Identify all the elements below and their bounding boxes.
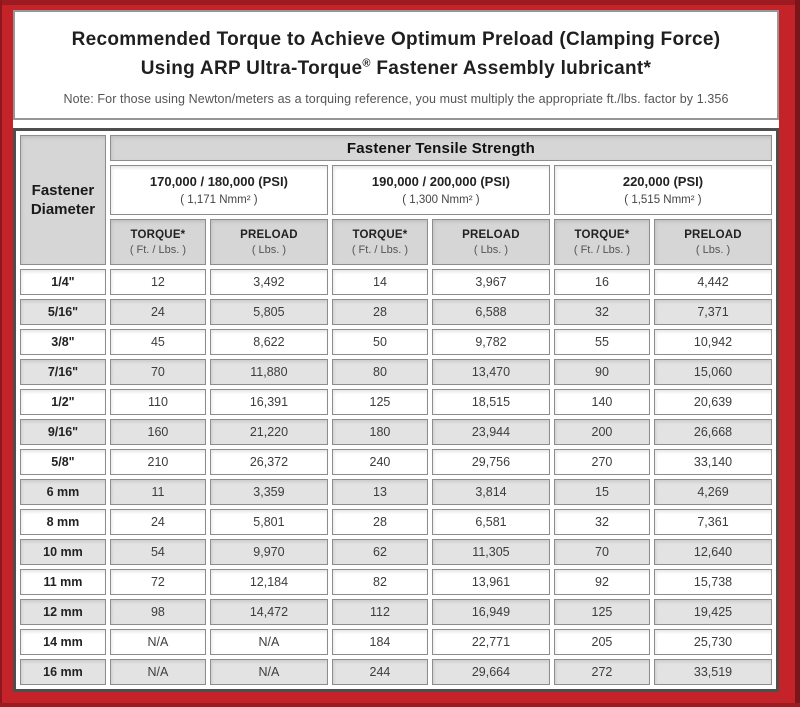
torque-cell: 28 bbox=[332, 299, 428, 325]
preload-cell: 12,184 bbox=[210, 569, 328, 595]
frame-top-edge bbox=[0, 0, 800, 5]
torque-cell: 244 bbox=[332, 659, 428, 685]
torque-cell: 24 bbox=[110, 509, 206, 535]
preload-cell: 3,492 bbox=[210, 269, 328, 295]
preload-cell: 3,967 bbox=[432, 269, 550, 295]
preload-label: PRELOAD bbox=[684, 228, 742, 241]
table-body bbox=[20, 269, 772, 685]
torque-cell: 28 bbox=[332, 509, 428, 535]
preload-label: PRELOAD bbox=[240, 228, 298, 241]
torque-cell: 184 bbox=[332, 629, 428, 655]
preload-column-header-2 bbox=[432, 219, 550, 265]
preload-cell: 18,515 bbox=[432, 389, 550, 415]
diameter-cell: 10 mm bbox=[20, 539, 106, 565]
preload-cell: 21,220 bbox=[210, 419, 328, 445]
preload-unit: ( Lbs. ) bbox=[473, 243, 509, 256]
diameter-cell: 16 mm bbox=[20, 659, 106, 685]
table-row bbox=[20, 509, 772, 535]
table-row bbox=[20, 599, 772, 625]
preload-cell: 6,581 bbox=[432, 509, 550, 535]
title-line2-text-after: Fastener Assembly lubricant* bbox=[370, 57, 652, 79]
table-row bbox=[20, 479, 772, 505]
torque-unit: ( Ft. / Lbs. ) bbox=[129, 243, 187, 256]
frame-right-edge bbox=[795, 0, 800, 707]
diameter-cell: 9/16" bbox=[20, 419, 106, 445]
torque-cell: 54 bbox=[110, 539, 206, 565]
torque-cell: 240 bbox=[332, 449, 428, 475]
nmm-value-3: ( 1,515 Nmm² ) bbox=[624, 194, 702, 206]
preload-cell: 3,814 bbox=[432, 479, 550, 505]
torque-cell: 62 bbox=[332, 539, 428, 565]
registered-trademark-symbol: ® bbox=[362, 57, 371, 70]
torque-cell: 70 bbox=[110, 359, 206, 385]
preload-cell: 11,305 bbox=[432, 539, 550, 565]
torque-cell: 12 bbox=[110, 269, 206, 295]
preload-unit: ( Lbs. ) bbox=[251, 243, 287, 256]
table-row bbox=[20, 269, 772, 295]
diameter-cell: 7/16" bbox=[20, 359, 106, 385]
preload-cell: 6,588 bbox=[432, 299, 550, 325]
preload-cell: 5,801 bbox=[210, 509, 328, 535]
psi-group-header-3 bbox=[554, 165, 772, 215]
torque-cell: 16 bbox=[554, 269, 650, 295]
preload-cell: 15,060 bbox=[654, 359, 772, 385]
diameter-header-line1: Fastener bbox=[31, 181, 95, 199]
page-title-line2 bbox=[23, 55, 769, 84]
preload-cell: 13,961 bbox=[432, 569, 550, 595]
psi-value-2: 190,000 / 200,000 (PSI) bbox=[371, 174, 510, 189]
preload-cell: 14,472 bbox=[210, 599, 328, 625]
preload-cell: 7,371 bbox=[654, 299, 772, 325]
preload-cell: 16,949 bbox=[432, 599, 550, 625]
table-row bbox=[20, 419, 772, 445]
table-row bbox=[20, 389, 772, 415]
diameter-cell: 5/16" bbox=[20, 299, 106, 325]
torque-cell: 80 bbox=[332, 359, 428, 385]
table-row bbox=[20, 359, 772, 385]
torque-label: TORQUE* bbox=[352, 228, 408, 241]
torque-cell: 45 bbox=[110, 329, 206, 355]
preload-cell: 7,361 bbox=[654, 509, 772, 535]
diameter-cell: 1/2" bbox=[20, 389, 106, 415]
tensile-header-row bbox=[20, 135, 772, 161]
psi-group-header-2 bbox=[332, 165, 550, 215]
preload-cell: 8,622 bbox=[210, 329, 328, 355]
preload-column-header-1 bbox=[210, 219, 328, 265]
preload-cell: 19,425 bbox=[654, 599, 772, 625]
diameter-cell: 6 mm bbox=[20, 479, 106, 505]
table-row bbox=[20, 659, 772, 685]
table-row bbox=[20, 329, 772, 355]
preload-cell: 26,372 bbox=[210, 449, 328, 475]
diameter-cell: 8 mm bbox=[20, 509, 106, 535]
torque-unit: ( Ft. / Lbs. ) bbox=[573, 243, 631, 256]
page-title-line1: Recommended Torque to Achieve Optimum Preload (Clamping Force) bbox=[71, 29, 721, 50]
preload-cell: N/A bbox=[210, 659, 328, 685]
preload-cell: 15,738 bbox=[654, 569, 772, 595]
diameter-header-line2: Diameter bbox=[30, 201, 96, 218]
torque-cell: 180 bbox=[332, 419, 428, 445]
preload-unit: ( Lbs. ) bbox=[695, 243, 731, 256]
content-panel bbox=[13, 10, 779, 692]
torque-label: TORQUE* bbox=[130, 228, 186, 241]
preload-cell: 22,771 bbox=[432, 629, 550, 655]
torque-cell: 50 bbox=[332, 329, 428, 355]
nmm-value-1: ( 1,171 Nmm² ) bbox=[180, 194, 258, 206]
preload-cell: 16,391 bbox=[210, 389, 328, 415]
torque-cell: 14 bbox=[332, 269, 428, 295]
torque-label: TORQUE* bbox=[574, 228, 630, 241]
torque-cell: 98 bbox=[110, 599, 206, 625]
torque-cell: N/A bbox=[110, 629, 206, 655]
nmm-value-2: ( 1,300 Nmm² ) bbox=[402, 194, 480, 206]
torque-cell: 160 bbox=[110, 419, 206, 445]
torque-cell: 72 bbox=[110, 569, 206, 595]
title-line2-text: Using ARP Ultra-Torque bbox=[140, 57, 363, 79]
preload-cell: 5,805 bbox=[210, 299, 328, 325]
tensile-strength-header: Fastener Tensile Strength bbox=[110, 135, 772, 161]
torque-cell: 32 bbox=[554, 299, 650, 325]
preload-cell: 23,944 bbox=[432, 419, 550, 445]
torque-cell: 13 bbox=[332, 479, 428, 505]
preload-cell: 9,782 bbox=[432, 329, 550, 355]
diameter-cell: 5/8" bbox=[20, 449, 106, 475]
diameter-cell: 11 mm bbox=[20, 569, 106, 595]
torque-cell: 125 bbox=[554, 599, 650, 625]
preload-label: PRELOAD bbox=[462, 228, 520, 241]
diameter-cell: 12 mm bbox=[20, 599, 106, 625]
table-row bbox=[20, 299, 772, 325]
preload-cell: 3,359 bbox=[210, 479, 328, 505]
diameter-cell: 14 mm bbox=[20, 629, 106, 655]
torque-cell: 200 bbox=[554, 419, 650, 445]
preload-cell: 12,640 bbox=[654, 539, 772, 565]
torque-cell: 15 bbox=[554, 479, 650, 505]
newton-meters-note: Note: For those using Newton/meters as a torquing reference, you must multiply the appropriate ft./lbs. factor by 1.356 bbox=[63, 92, 729, 106]
preload-cell: 29,756 bbox=[432, 449, 550, 475]
psi-group-header-1 bbox=[110, 165, 328, 215]
diameter-cell: 3/8" bbox=[20, 329, 106, 355]
table-row bbox=[20, 569, 772, 595]
table-row bbox=[20, 539, 772, 565]
torque-cell: 272 bbox=[554, 659, 650, 685]
torque-column-header-3 bbox=[554, 219, 650, 265]
torque-cell: 125 bbox=[332, 389, 428, 415]
torque-cell: 90 bbox=[554, 359, 650, 385]
title-box bbox=[13, 10, 779, 120]
preload-cell: 4,442 bbox=[654, 269, 772, 295]
preload-cell: 10,942 bbox=[654, 329, 772, 355]
table-row bbox=[20, 629, 772, 655]
preload-column-header-3 bbox=[654, 219, 772, 265]
preload-cell: 33,519 bbox=[654, 659, 772, 685]
torque-cell: 24 bbox=[110, 299, 206, 325]
psi-header-row bbox=[20, 165, 772, 215]
torque-cell: 70 bbox=[554, 539, 650, 565]
table-row bbox=[20, 449, 772, 475]
preload-cell: 4,269 bbox=[654, 479, 772, 505]
torque-cell: 55 bbox=[554, 329, 650, 355]
preload-cell: 20,639 bbox=[654, 389, 772, 415]
frame-left-edge bbox=[0, 0, 2, 707]
torque-cell: N/A bbox=[110, 659, 206, 685]
preload-cell: 11,880 bbox=[210, 359, 328, 385]
preload-cell: 9,970 bbox=[210, 539, 328, 565]
torque-column-header-2 bbox=[332, 219, 428, 265]
preload-cell: 29,664 bbox=[432, 659, 550, 685]
preload-cell: N/A bbox=[210, 629, 328, 655]
fastener-diameter-header bbox=[20, 135, 106, 265]
torque-cell: 140 bbox=[554, 389, 650, 415]
torque-unit: ( Ft. / Lbs. ) bbox=[351, 243, 409, 256]
preload-cell: 13,470 bbox=[432, 359, 550, 385]
torque-cell: 32 bbox=[554, 509, 650, 535]
torque-cell: 112 bbox=[332, 599, 428, 625]
torque-table bbox=[13, 128, 779, 692]
torque-cell: 270 bbox=[554, 449, 650, 475]
torque-column-header-1 bbox=[110, 219, 206, 265]
torque-cell: 92 bbox=[554, 569, 650, 595]
frame-bottom-edge bbox=[0, 703, 800, 707]
psi-value-1: 170,000 / 180,000 (PSI) bbox=[149, 174, 288, 189]
diameter-cell: 1/4" bbox=[20, 269, 106, 295]
torque-cell: 110 bbox=[110, 389, 206, 415]
preload-cell: 25,730 bbox=[654, 629, 772, 655]
torque-cell: 205 bbox=[554, 629, 650, 655]
torque-cell: 82 bbox=[332, 569, 428, 595]
torque-cell: 210 bbox=[110, 449, 206, 475]
preload-cell: 26,668 bbox=[654, 419, 772, 445]
psi-value-3: 220,000 (PSI) bbox=[622, 174, 704, 189]
torque-cell: 11 bbox=[110, 479, 206, 505]
preload-cell: 33,140 bbox=[654, 449, 772, 475]
column-header-row bbox=[20, 219, 772, 265]
